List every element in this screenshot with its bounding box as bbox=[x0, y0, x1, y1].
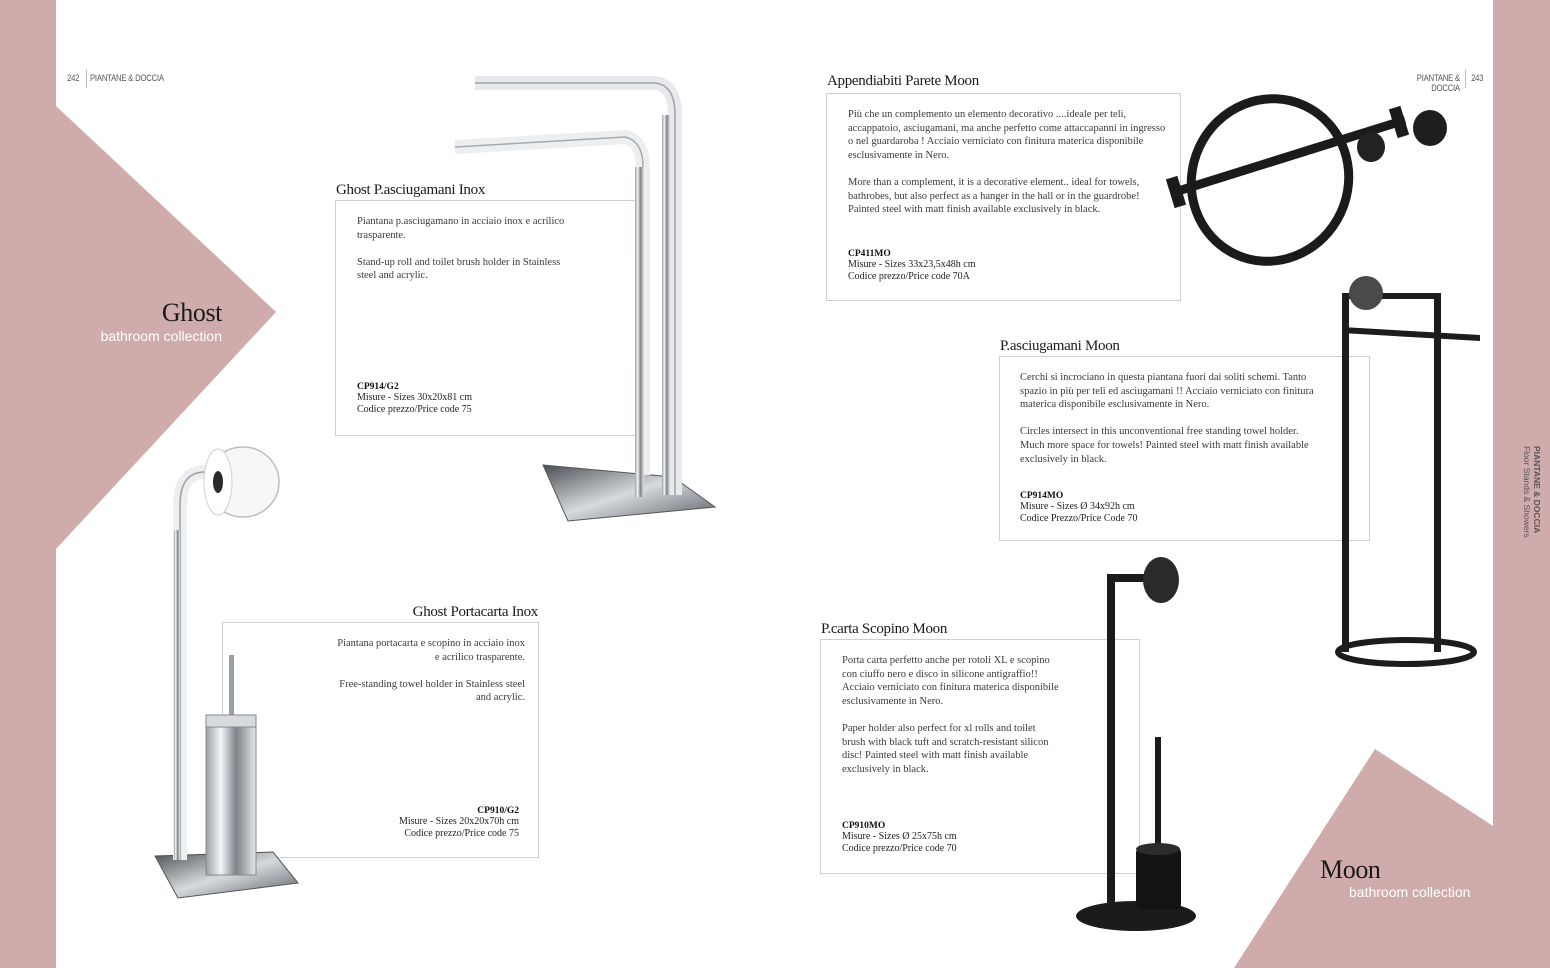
ghost-roll-holder-image bbox=[150, 440, 305, 905]
product-info-box bbox=[999, 356, 1370, 541]
product-text-it: Porta carta perfetto anche per rotoli XL e scopino con ciuffo nero e disco in silicone antigraffio!! Acciaio verniciato con finitura materica disponibile esclusivamente in Nero. bbox=[842, 655, 1059, 707]
moon-wall-hanger-image bbox=[1165, 92, 1455, 277]
product-sizes: Misure - Sizes 30x20x81 cm bbox=[357, 392, 472, 403]
product-text-en: Paper holder also perfect for xl rolls and toilet brush with black tuft and scratch-resistant silicon disc! Painted steel with matt finish available exclusively in black. bbox=[842, 722, 1049, 775]
product-text-it: Piantana p.asciugamano in acciaio inox e acrilico trasparente. bbox=[357, 216, 565, 241]
section-label-left: PIANTANE & DOCCIA bbox=[90, 73, 164, 83]
product-code: CP411MO bbox=[848, 249, 891, 259]
product-text-it: Piantana portacarta e scopino in acciaio inox e acrilico trasparente. bbox=[337, 638, 525, 663]
product-sizes: Misure - Sizes 33x23,5x48h cm bbox=[848, 259, 976, 270]
page-number-left: 242 bbox=[67, 73, 80, 83]
product-text-en: Circles intersect in this unconventional free standing towel holder. Much more space for towels! Painted steel with matt finish available exclusively in black. bbox=[1020, 426, 1309, 465]
product-title: P.carta Scopino Moon bbox=[821, 621, 948, 637]
ghost-collection-title: Ghost bbox=[161, 298, 222, 327]
ghost-towel-stand-image bbox=[450, 75, 725, 530]
side-section-tab bbox=[1512, 446, 1542, 538]
section-label-right: PIANTANE & DOCCIA bbox=[1416, 73, 1460, 93]
product-code: CP910MO bbox=[842, 821, 886, 831]
product-sizes: Misure - Sizes Ø 25x75h cm bbox=[842, 831, 957, 842]
product-price-code: Codice prezzo/Price code 70A bbox=[848, 271, 970, 282]
product-info-box bbox=[826, 93, 1181, 301]
moon-collection-title: Moon bbox=[1320, 855, 1381, 884]
moon-towel-stand-image bbox=[1328, 275, 1488, 675]
product-text-en: More than a complement, it is a decorative element.. ideal for towels, bathrobes, but also perfect as a hanger in the hall or in the guardrobe! Painted steel with matt finish available exclusively in black. bbox=[848, 176, 1140, 216]
product-text-en: Stand-up roll and toilet brush holder in Stainless steel and acrylic. bbox=[357, 256, 561, 282]
moon-paper-holder-image bbox=[1070, 552, 1205, 937]
ghost-collection-subtitle: bathroom collection bbox=[100, 328, 222, 344]
product-price-code: Codice Prezzo/Price Code 70 bbox=[1020, 513, 1138, 524]
moon-collection-subtitle: bathroom collection bbox=[1349, 884, 1471, 900]
product-price-code: Codice prezzo/Price code 70 bbox=[842, 843, 957, 854]
product-text-it: Più che un complemento un elemento decorativo ....ideale per teli, accappatoio, asciugamani, ma anche perfetto come attaccapanni in ingresso o nel guardaroba ! Acciaio verniciato con finitura materica disponibile esclusivamente in Nero. bbox=[848, 109, 1166, 161]
product-title: Appendiabiti Parete Moon bbox=[827, 73, 979, 89]
folio-divider-right bbox=[1465, 70, 1466, 88]
side-tab-subtitle: Floor Stands & Showers bbox=[1522, 446, 1532, 538]
product-text-en: Free-standing towel holder in Stainless steel and acrylic. bbox=[339, 678, 525, 704]
product-sizes: Misure - Sizes Ø 34x92h cm bbox=[1020, 501, 1135, 512]
product-title: Ghost P.asciugamani Inox bbox=[336, 182, 486, 198]
side-tab-title: PIANTANE & DOCCIA bbox=[1532, 446, 1542, 534]
product-code: CP910/G2 bbox=[477, 806, 519, 816]
product-title: Ghost Portacarta Inox bbox=[412, 604, 538, 620]
product-price-code: Codice prezzo/Price code 75 bbox=[404, 828, 519, 839]
product-code: CP914MO bbox=[1020, 491, 1064, 501]
product-text-it: Cerchi si incrociano in questa piantana fuori dai soliti schemi. Tanto spazio in più per teli ed asciugamani !! Acciaio verniciato con finitura materica disponibile esclusivamente in Nero. bbox=[1020, 372, 1314, 411]
product-title: P.asciugamani Moon bbox=[1000, 338, 1120, 354]
page-number-right: 243 bbox=[1471, 73, 1484, 83]
product-price-code: Codice prezzo/Price code 75 bbox=[357, 404, 472, 415]
product-sizes: Misure - Sizes 20x20x70h cm bbox=[399, 816, 519, 827]
product-code: CP914/G2 bbox=[357, 382, 399, 392]
folio-divider-left bbox=[86, 70, 87, 88]
